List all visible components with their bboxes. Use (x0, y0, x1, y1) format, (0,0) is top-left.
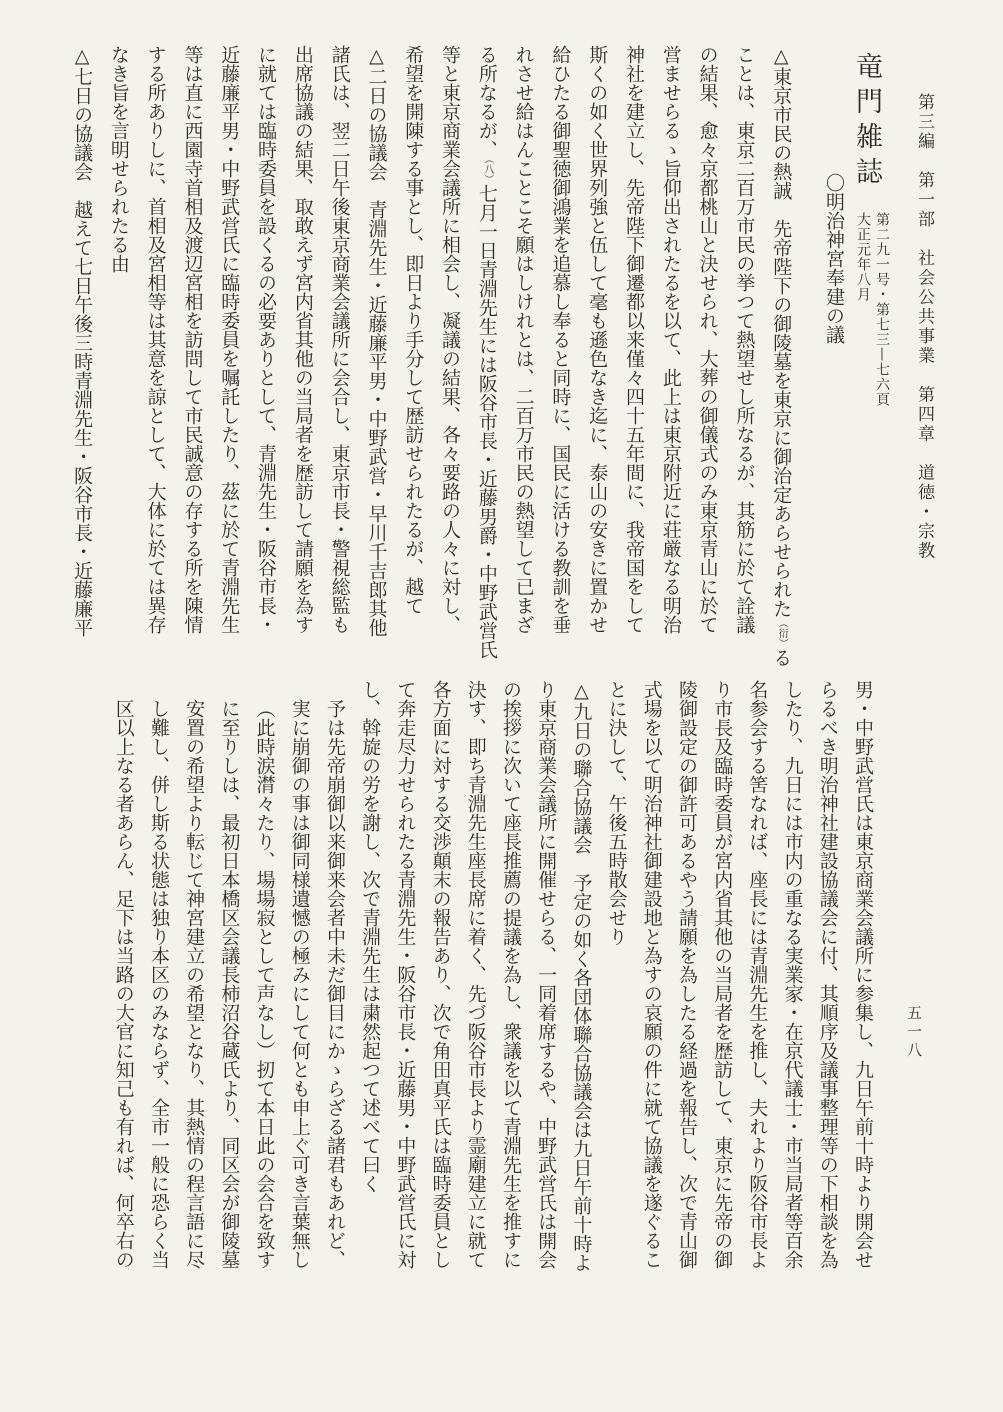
quote-column: 安置の希望より転じて神宮建立の希望となり、其熱情の程言語に尽 (183, 699, 206, 1269)
chapter-header: 第三編 第一部 社会公共事業 第四章 道徳・宗教 (914, 93, 934, 561)
text-column: 諸氏は、翌二日午後東京商業会議所に会合し、東京市長・警視総監も (328, 45, 351, 634)
text-column: 営ませらるゝ旨仰出されたるを以て、此上は東京附近に荘厳なる明治 (659, 45, 682, 634)
text-column: 式場を以て明治神社御建設地と為すの哀願の件に就て協議を遂ぐるこ (640, 680, 663, 1269)
quote-column: （此時涙潸々たり、場場寂として声なし）扨て本日此の会合を致す (253, 699, 276, 1269)
text-column: 名参会する筈なれば、座長には青淵先生を推し、夫れより阪谷市長よ (746, 680, 769, 1269)
text-column: に就ては臨時委員を設くるの必要ありとして、青淵先生・阪谷市長・ (255, 45, 278, 634)
upper-text-block (63, 45, 852, 675)
text-column (762, 45, 799, 675)
text-column: 各方面に対する交渉顛末の報告あり、次で角田真平氏は臨時委員とし (429, 680, 452, 1269)
section-subtitle: 〇明治神宮奉建の議 (823, 173, 845, 344)
text-column: 等と東京商業会議所に相会し、凝議の結果、各々要路の人々に対し、 (439, 45, 462, 634)
text-column: 決す、即ち青淵先生座長席に着く、先づ阪谷市長より霊廟建立に就て (464, 680, 487, 1269)
text-column: 等は直に西園寺首相及渡辺宮相を訪問して市民誠意の存する所を陳情 (181, 45, 204, 634)
text-run: 七月一日青淵先生には阪谷市長・近藤男爵・中野武営氏 (475, 184, 498, 659)
text-column: △七日の協議会 越えて七日午後三時青淵先生・阪谷市長・近藤廉平 (71, 45, 94, 637)
text-column: 出席協議の結果、取敢えず宮内省其他の当局者を歴訪して請願を為す (291, 45, 314, 634)
text-column: ことは、東京二百万市民の挙つて熱望せし所なるが、其筋に於て詮議 (733, 45, 756, 634)
annotation-note: （八） (481, 159, 493, 184)
lower-text-block (106, 680, 880, 1305)
journal-date: 大正元年八月 (855, 212, 871, 302)
quote-column: 予は先帝崩御以来御来会者中未だ御目にかゝらざる諸君もあれど、 (323, 699, 346, 1269)
text-column: れさせ給はんことこそ願はしけれとは、二百万市民の熱望して已まざ (512, 45, 535, 634)
text-column: 希望を開陳する事とし、即日より手分して歴訪せられたるが、越て (402, 45, 425, 615)
journal-issue: 第二九一号・第七三—七六頁 (874, 212, 890, 407)
text-column: 神社を建立し、先帝陛下御遷都以来僅々四十五年間に、我帝国をして (623, 45, 646, 634)
text-column: り市長及臨時委員が宮内省其他の当局者を歴訪して、東京に先帝の御 (711, 680, 734, 1269)
text-column: し、斡旋の労を謝し、次で青淵先生は粛然起つて述べて曰く (359, 680, 382, 1193)
text-column: する所ありしに、首相及宮相等は其意を諒として、大体に於ては異存 (144, 45, 167, 634)
journal-title-sub (853, 212, 891, 407)
text-run: る所なるが、 (475, 45, 498, 159)
text-column: 陵御設定の御許可あるやう請願を為したる経過を報告し、次で青山御 (675, 680, 698, 1269)
text-column: なき旨を言明せられたる由 (107, 45, 130, 273)
text-run: る (770, 648, 793, 667)
quote-column: 区以上なる者あらん、足下は当路の大官に知己も有れば、何卒右の (112, 699, 135, 1269)
text-column: △二日の協議会 青淵先生・近藤廉平男・中野武営・早川千吉郎其他 (365, 45, 388, 637)
text-column: △九日の聯合協議会 予定の如く各団体聯合協議会は九日午前十時よ (570, 680, 593, 1272)
text-column (468, 45, 505, 675)
quote-column: 実に崩御の事は御同様遺憾の極みにして何とも申上ぐ可き言葉無し (288, 699, 311, 1269)
quote-column: に至りしは、最初日本橋区会議長柿沼谷蔵氏より、同区会が御陵墓 (218, 699, 241, 1269)
annotation-note: （衍） (776, 618, 788, 648)
text-column: したり、九日には市内の重なる実業家・在京代議士・市当局者等百余 (781, 680, 804, 1269)
text-column: 男・中野武営氏は東京商業会議所に参集し、九日午前十時より開会せ (852, 680, 874, 1269)
text-column: の結果、愈々京都桃山と決せられ、大葬の御儀式のみ東京青山に於て (696, 45, 719, 634)
page-number: 五一八 (905, 1005, 923, 1061)
text-column: て奔走尽力せられたる青淵先生・阪谷市長・近藤男・中野武営氏に対 (394, 680, 417, 1269)
text-column: 斯くの如く世界列強と伍して毫も遜色なき迄に、泰山の安きに置かせ (586, 45, 609, 634)
text-column: り東京商業会議所に開催せらる、一同着席するや、中野武営氏は開会 (535, 680, 558, 1269)
text-run: △東京市民の熱誠 先帝陛下の御陵墓を東京に御治定あらせられた (770, 45, 793, 618)
quote-column: し難し、併し斯る状態は独り本区のみならず、全市一般に恐らく当 (147, 699, 170, 1269)
journal-title: 竜門雑誌 (851, 52, 882, 192)
text-column: とに決して、午後五時散会せり (605, 680, 628, 946)
text-column: の挨拶に次いて座長推薦の提議を為し、衆議を以て青淵先生を推すに (499, 680, 522, 1269)
text-column: らるべき明治神社建設協議会に付、其順序及議事整理等の下相談を為 (816, 680, 839, 1269)
text-column: 近藤廉平男・中野武営氏に臨時委員を嘱託したり、茲に於て青淵先生 (218, 45, 241, 634)
text-column: 給ひたる御聖徳御鴻業を追慕し奉ると同時に、国民に活ける教訓を垂 (549, 45, 572, 634)
